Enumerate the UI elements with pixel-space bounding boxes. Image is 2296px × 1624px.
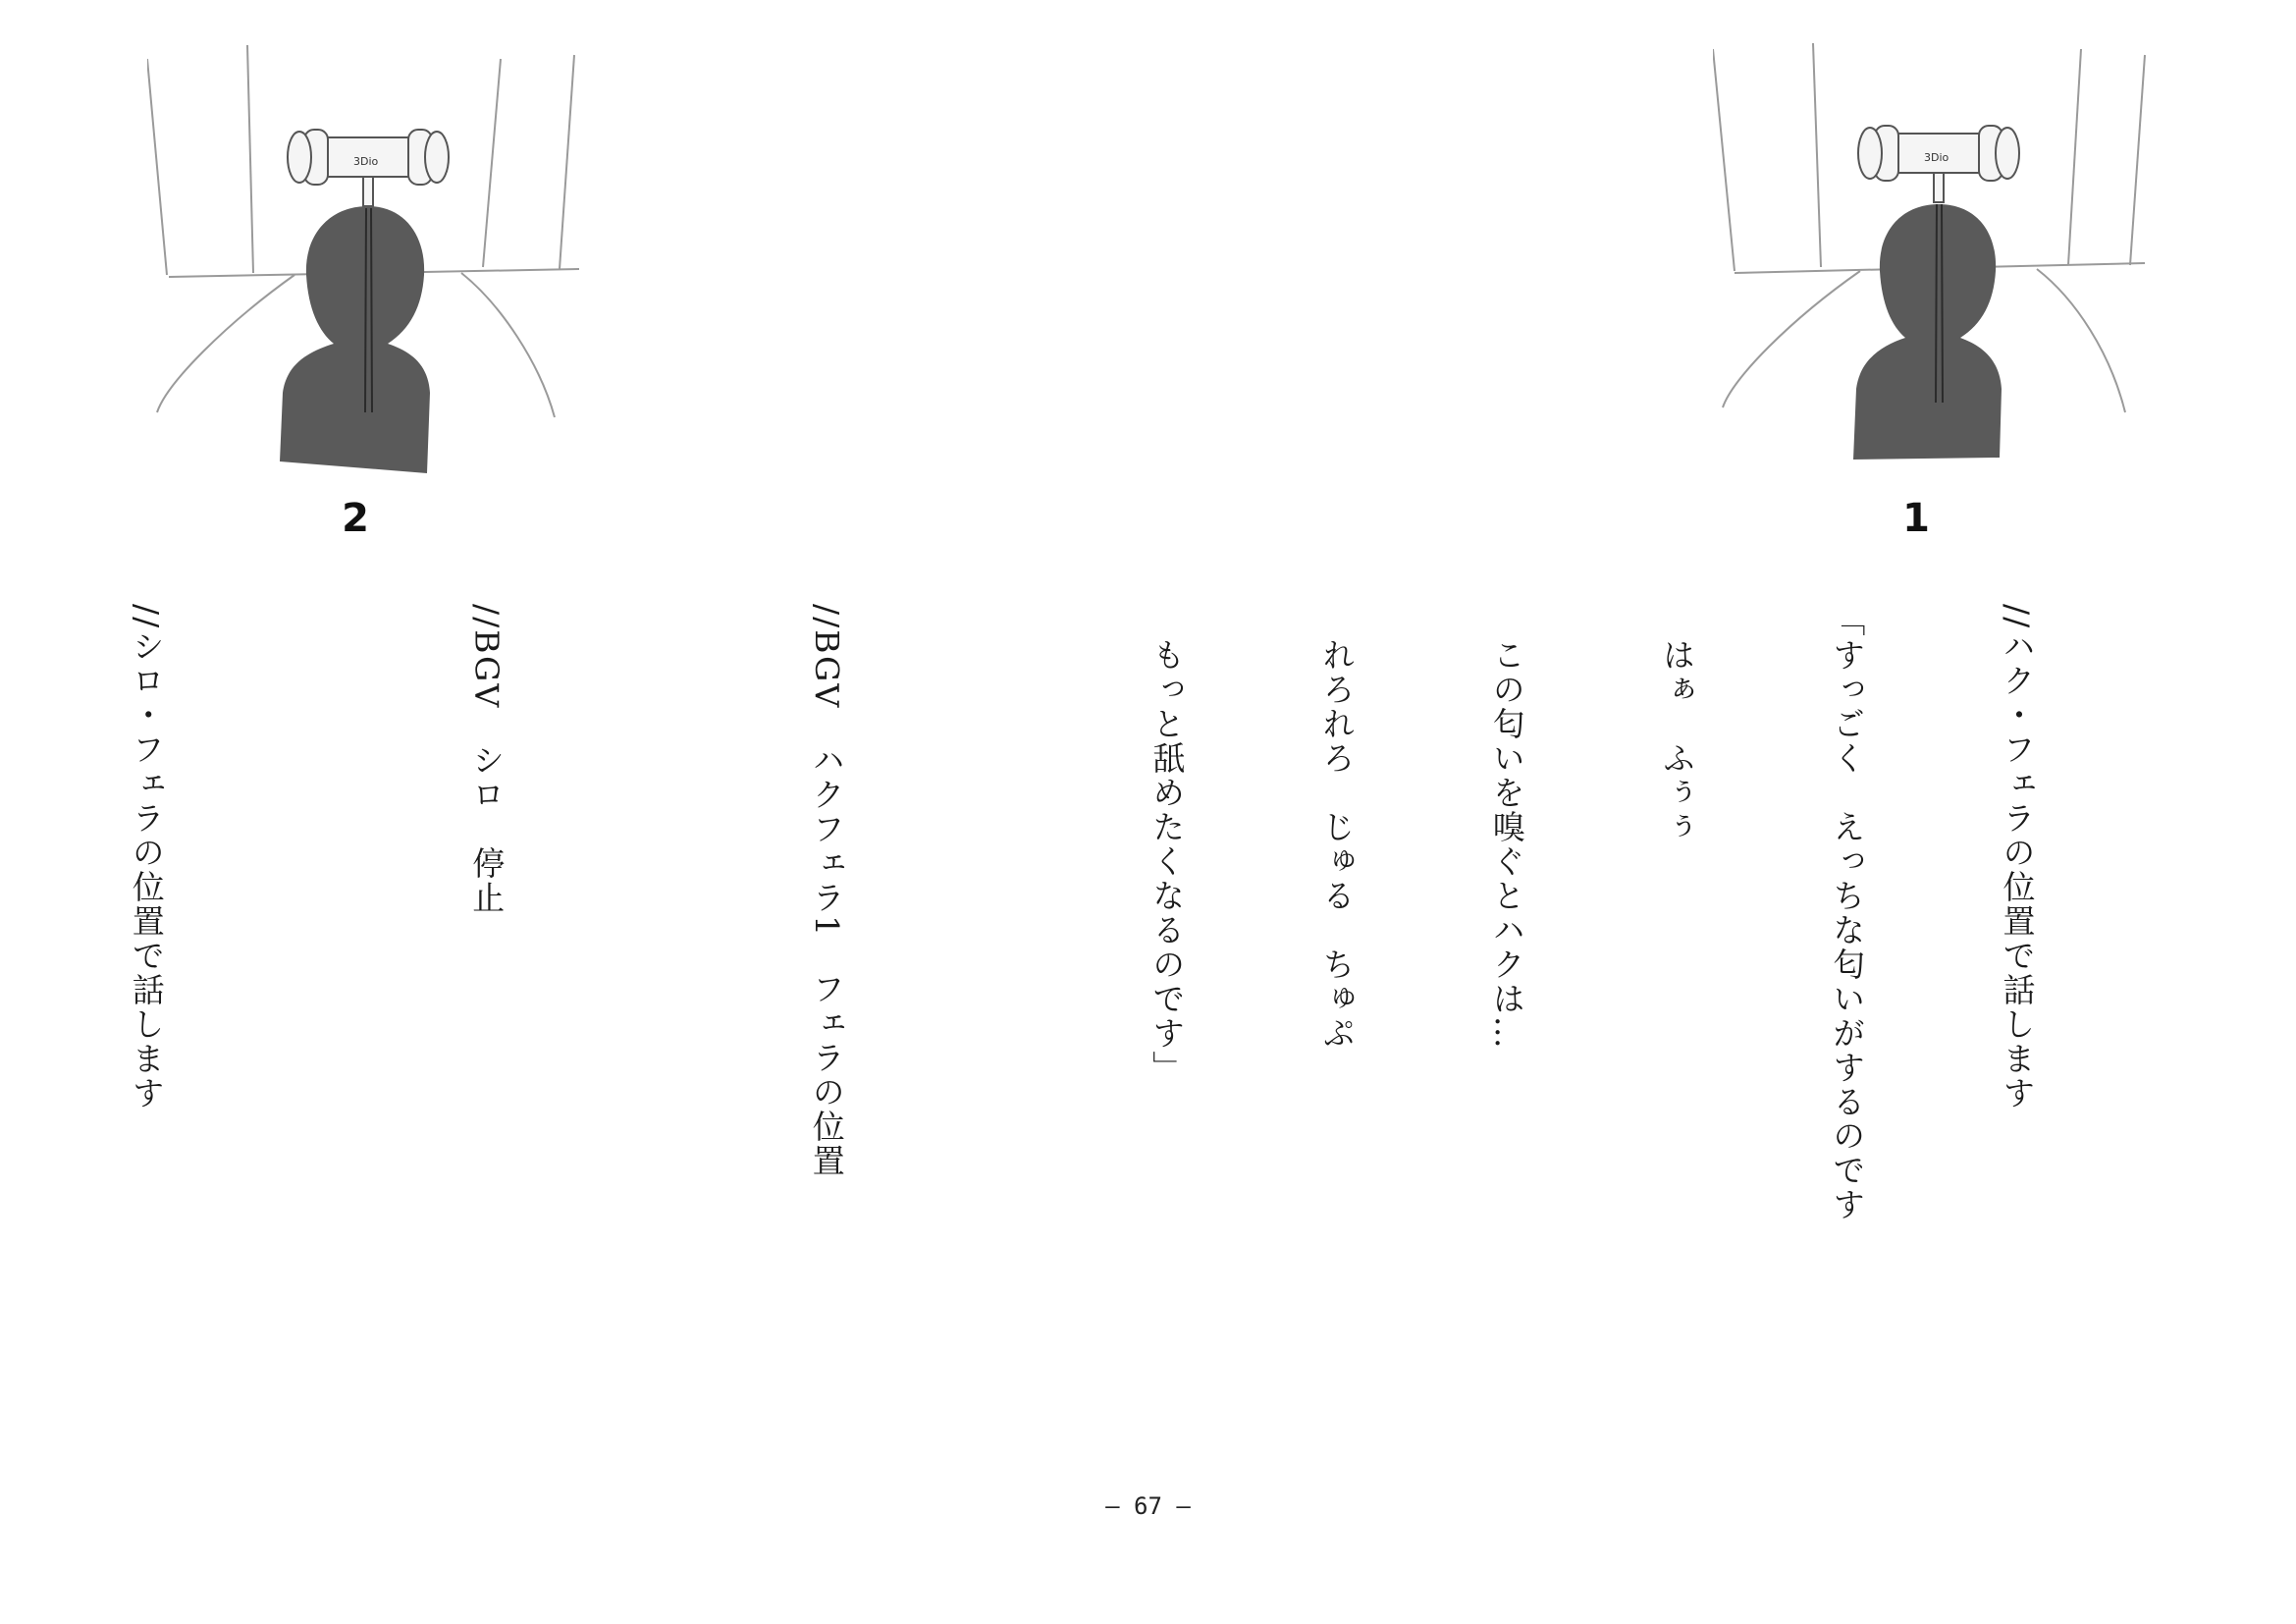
- figure-number-2: 2: [342, 496, 369, 541]
- script-line: //BGV シロ 停止: [467, 604, 507, 916]
- mic-brand-label: 3Dio: [1924, 151, 1949, 164]
- silhouette: [1853, 204, 2002, 460]
- page-number: ― 67 ―: [1105, 1492, 1191, 1520]
- wall-line: [483, 59, 501, 267]
- script-line: [288, 604, 345, 1272]
- script-line: //シロ・フェラの位置で話します: [127, 604, 166, 1110]
- script-line: この匂いを嗅ぐとハクは…: [1487, 604, 1526, 1051]
- script-line: [628, 604, 685, 1272]
- script-line: はぁ ふぅぅ: [1658, 604, 1696, 844]
- wall-line: [1813, 43, 1821, 267]
- silhouette: [280, 206, 430, 473]
- wall-line: [1713, 49, 1735, 271]
- figure-number-1: 1: [1902, 496, 1930, 541]
- wall-line: [2068, 49, 2081, 265]
- binaural-mic: [288, 130, 449, 206]
- script-line: もっと舐めたくなるのです」: [1148, 604, 1187, 1085]
- illustration-1: [1713, 39, 2155, 481]
- listener-silhouette-diagram: [147, 39, 579, 481]
- script-line: //BGV ハクフェラ1 フェラの位置: [807, 604, 846, 1178]
- floor-line: [1723, 271, 1860, 407]
- listener-silhouette-diagram: [1713, 39, 2155, 481]
- floor-line: [157, 275, 294, 412]
- script-line: れろれろ じゅる ちゅぷ: [1317, 604, 1357, 1051]
- mic-brand-label: 3Dio: [353, 155, 379, 168]
- script-line: //ハク・フェラの位置で話します: [1998, 604, 2037, 1110]
- script-line: [0, 604, 5, 1272]
- script-text: [127, 604, 2159, 1272]
- illustration-2: [147, 39, 579, 481]
- floor-line: [461, 273, 555, 417]
- wall-line: [147, 59, 167, 275]
- wall-line: [560, 55, 574, 269]
- binaural-mic: [1858, 126, 2019, 202]
- script-line: 「すっごく えっちな匂いがするのです: [1828, 604, 1867, 1222]
- wall-line: [247, 45, 253, 273]
- script-line: [968, 604, 1025, 1272]
- floor-line: [2037, 269, 2125, 412]
- wall-line: [2130, 55, 2145, 265]
